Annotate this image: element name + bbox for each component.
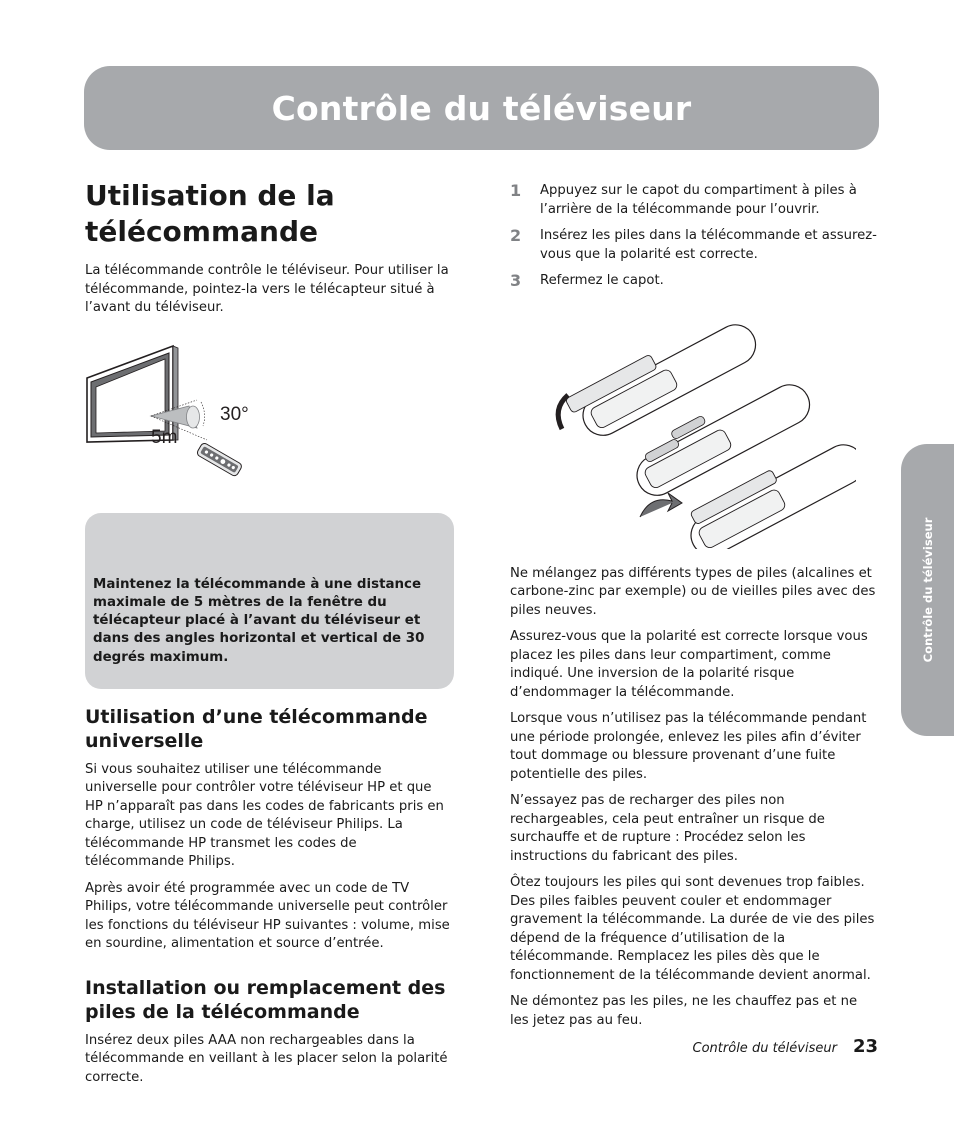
remote-control-drawing <box>196 442 243 477</box>
caution-paragraph-6: Ne démontez pas les piles, ne les chauffez pas et ne les jetez pas au feu. <box>510 994 858 1028</box>
tv-remote-illustration <box>85 342 285 477</box>
caution-paragraph-1: Ne mélangez pas différents types de piles (alcalines et carbone-zinc par exemple) ou de vieilles piles avec des piles neuves. <box>510 565 876 618</box>
batteries-heading: Installation ou remplacement des piles de la télécommande <box>85 976 446 1023</box>
caution-paragraph-5: Ôtez toujours les piles qui sont devenues trop faibles. Des piles faibles peuvent couler et endommager gravement la télécommande. La durée de vie des piles dépend de la fréquence d’utilisation de la télécommande. Remplacez les piles dès que le fonctionnement de la télécommande devient anormal. <box>510 875 875 983</box>
battery-steps <box>510 182 878 291</box>
note-box <box>85 513 454 689</box>
angle-label: 30° <box>220 403 249 425</box>
step-number: 2 <box>510 226 522 245</box>
distance-label: 5m <box>151 426 178 448</box>
chapter-side-tab <box>901 444 954 736</box>
note-text: Maintenez la télécommande à une distance maximale de 5 mètres de la fenêtre du télécapteur placé à l’avant du téléviseur et dans des angles horizontal et vertical de 30 degrés maximum. <box>93 576 425 665</box>
step-item <box>510 182 878 219</box>
universal-paragraph-1: Si vous souhaitez utiliser une télécommande universelle pour contrôler votre téléviseur HP et que HP n’apparaît pas dans les codes de fabricants pris en charge, utilisez un code de téléviseur Philips. La télécommande HP transmet les codes de télécommande Philips. <box>85 761 444 869</box>
caution-paragraph-2: Assurez-vous que la polarité est correcte lorsque vous placez les piles dans leur compartiment, comme indiqué. Une inversion de la polarité risque d’endommager la télécommande. <box>510 629 868 700</box>
step-text: Appuyez sur le capot du compartiment à piles à l’arrière de la télécommande pour l’ouvrir. <box>540 183 857 217</box>
battery-installation-illustration <box>546 311 856 549</box>
page-number: 23 <box>852 1036 878 1057</box>
footer-title: Contrôle du téléviseur <box>692 1041 837 1056</box>
batteries-paragraph: Insérez deux piles AAA non rechargeables dans la télécommande en veillant à les placer selon la polarité correcte. <box>85 1032 448 1085</box>
universal-paragraph-2: Après avoir été programmée avec un code de TV Philips, votre télécommande universelle peut contrôler les fonctions du téléviseur HP suivantes : volume, mise en sourdine, alimentation et source d’entrée. <box>85 880 450 951</box>
step-item <box>510 272 878 291</box>
page-footer <box>693 1036 878 1057</box>
chapter-title: Contrôle du téléviseur <box>271 88 692 128</box>
side-tab-label: Contrôle du téléviseur <box>920 517 935 663</box>
close-arrow-icon <box>640 493 682 517</box>
step-item <box>510 227 878 264</box>
step-text: Refermez le capot. <box>540 273 664 288</box>
intro-paragraph: La télécommande contrôle le téléviseur. Pour utiliser la télécommande, pointez-la vers le télécapteur situé à l’avant du téléviseur. <box>85 263 449 315</box>
caution-paragraph-3: Lorsque vous n’utilisez pas la télécommande pendant une période prolongée, enlevez les piles afin d’éviter tout dommage ou blessure provenant d’une fuite potentielle des piles. <box>510 711 867 782</box>
universal-remote-heading: Utilisation d’une télécommande universelle <box>85 705 428 752</box>
step-number: 3 <box>510 271 522 290</box>
step-text: Insérez les piles dans la télécommande et assurez-vous que la polarité est correcte. <box>540 228 877 262</box>
caution-paragraph-4: N’essayez pas de recharger des piles non rechargeables, cela peut entraîner un risque de surchauffe et de rupture : Procédez selon les instructions du fabricant des piles. <box>510 793 825 864</box>
right-column <box>510 182 878 1038</box>
step-number: 1 <box>510 181 522 200</box>
left-column <box>85 178 453 1095</box>
chapter-banner <box>84 66 879 150</box>
section-title: Utilisation de la télécommande <box>85 179 335 248</box>
